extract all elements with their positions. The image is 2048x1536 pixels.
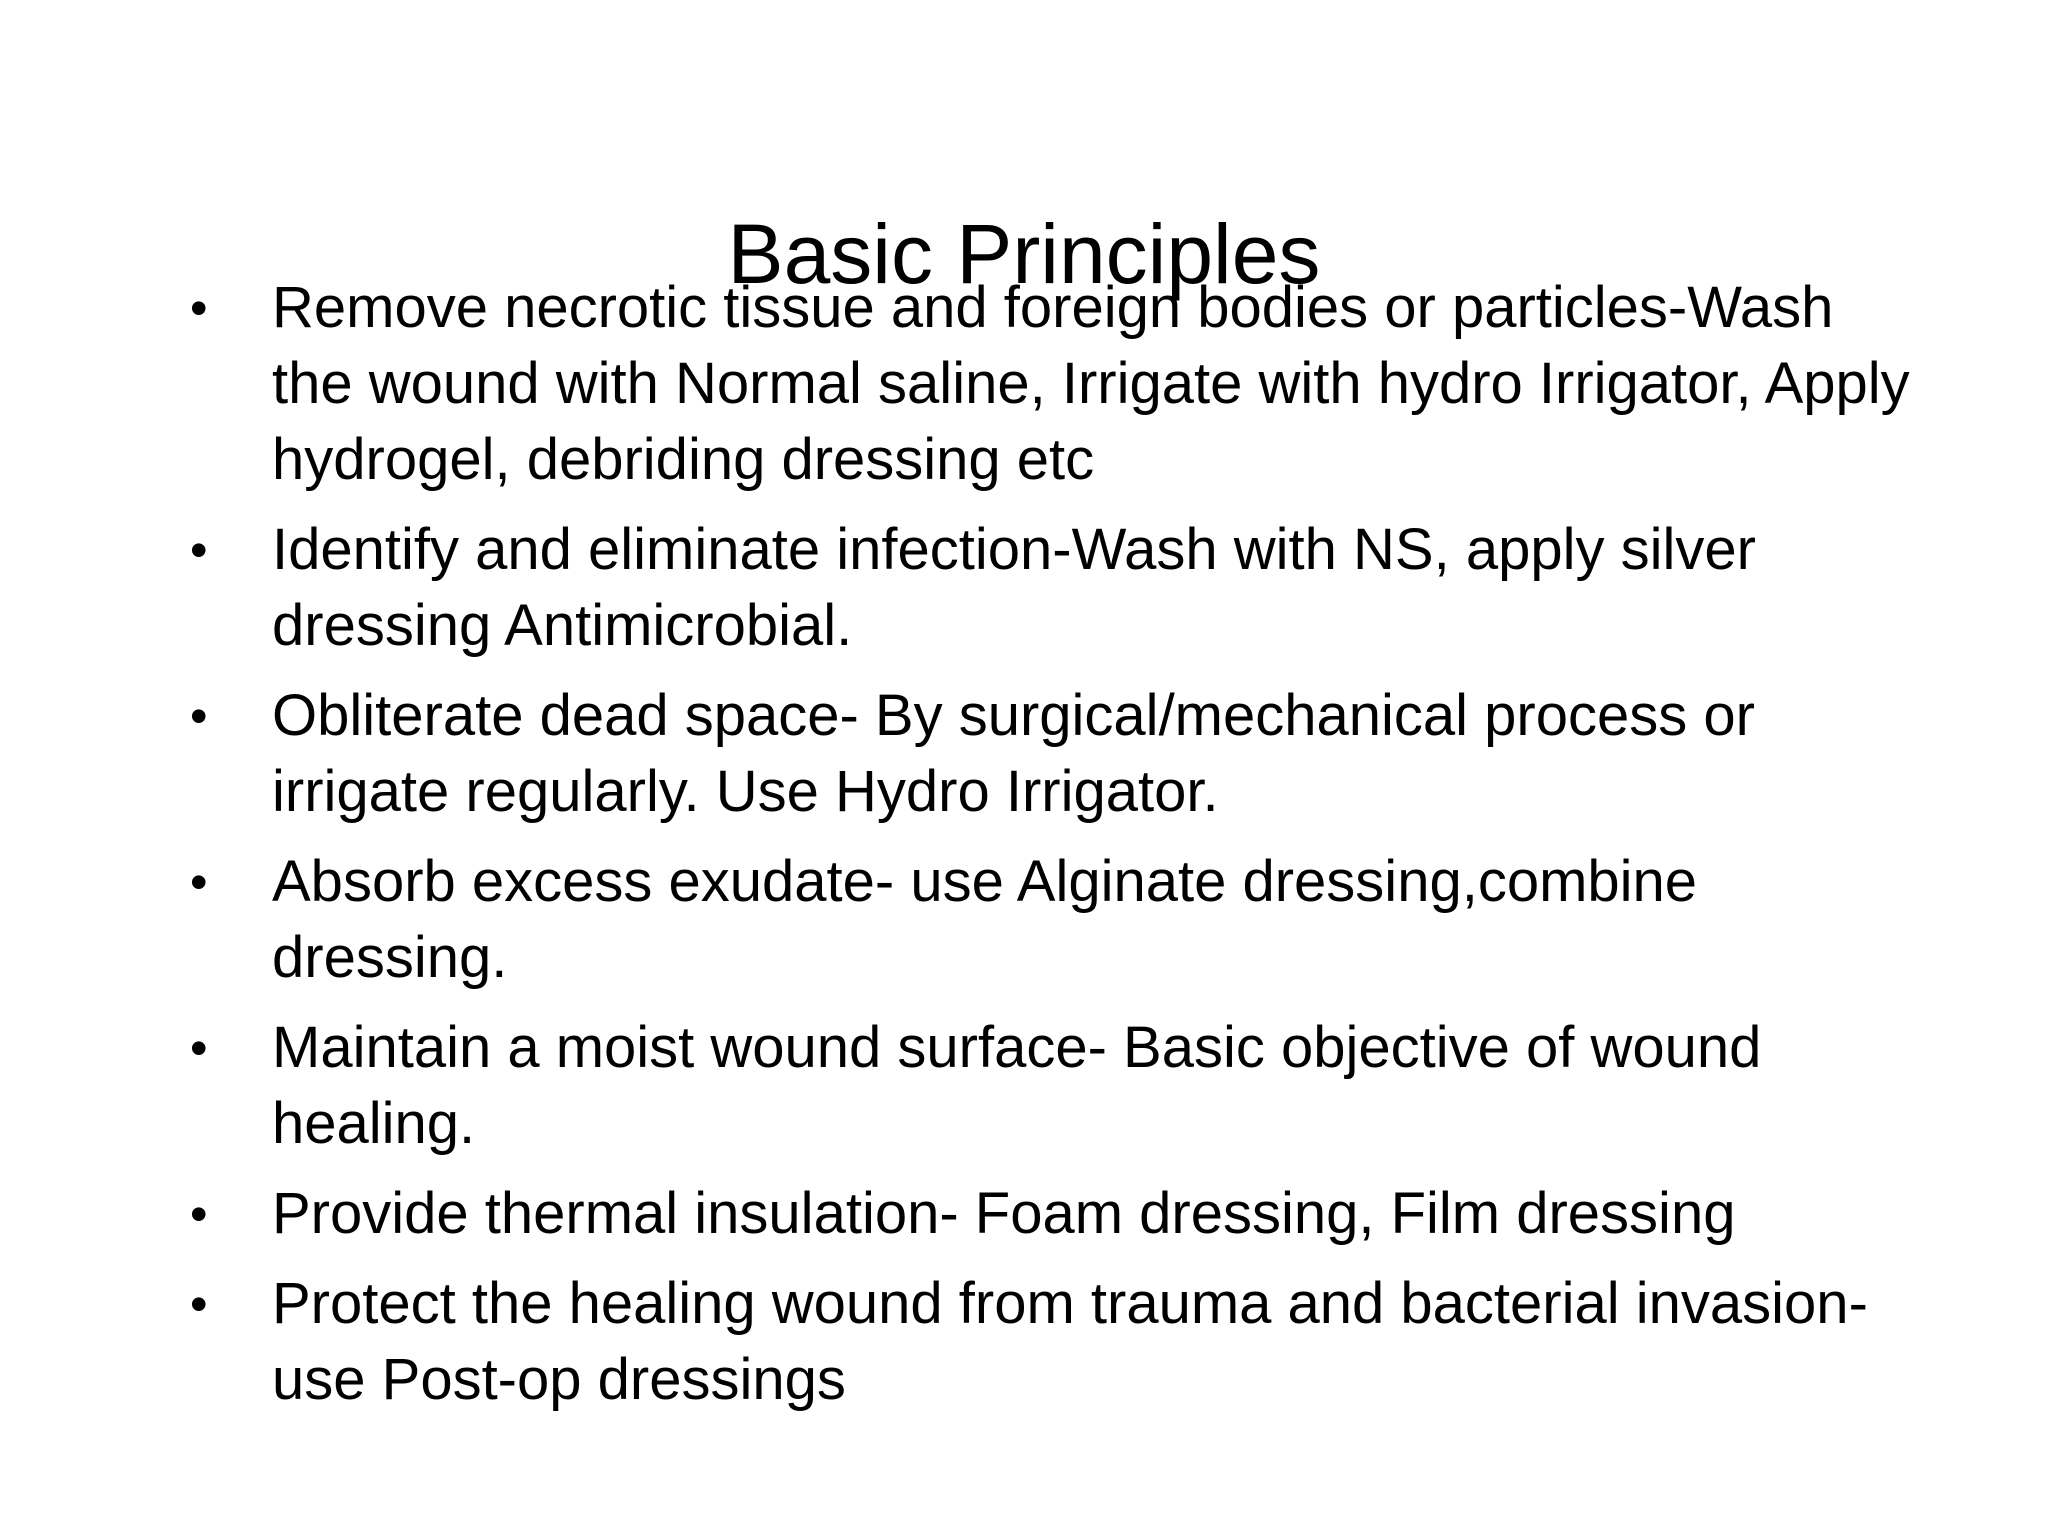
bullet-item-1 (190, 270, 1910, 498)
bullet-text: Absorb excess exudate- use Alginate dressing,combine dressing. (272, 849, 1698, 990)
bullet-marker-icon: • (190, 522, 208, 578)
bullet-list (190, 270, 1910, 1432)
bullet-text: Remove necrotic tissue and foreign bodies or particles-Wash the wound with Normal saline, Irrigate with hydro Irrigator, Apply hydrogel, debriding dressing etc (272, 275, 1910, 492)
bullet-text: Maintain a moist wound surface- Basic objective of wound healing. (272, 1015, 1762, 1156)
bullet-marker-icon: • (190, 1186, 208, 1242)
bullet-text: Protect the healing wound from trauma and bacterial invasion- use Post-op dressings (272, 1271, 1868, 1412)
bullet-item-7 (190, 1266, 1910, 1418)
bullet-marker-icon: • (190, 688, 208, 744)
bullet-item-6 (190, 1176, 1910, 1252)
bullet-item-2 (190, 512, 1910, 664)
bullet-marker-icon: • (190, 1020, 208, 1076)
bullet-text: Provide thermal insulation- Foam dressing, Film dressing (272, 1181, 1736, 1246)
bullet-item-3 (190, 678, 1910, 830)
bullet-marker-icon: • (190, 280, 208, 336)
bullet-item-4 (190, 844, 1910, 996)
bullet-item-5 (190, 1010, 1910, 1162)
slide-title: Basic Principles (727, 207, 1321, 302)
bullet-text: Obliterate dead space- By surgical/mechanical process or irrigate regularly. Use Hydro Irrigator. (272, 683, 1755, 824)
bullet-marker-icon: • (190, 854, 208, 910)
bullet-marker-icon: • (190, 1276, 208, 1332)
bullet-text: Identify and eliminate infection-Wash with NS, apply silver dressing Antimicrobial. (272, 517, 1756, 658)
